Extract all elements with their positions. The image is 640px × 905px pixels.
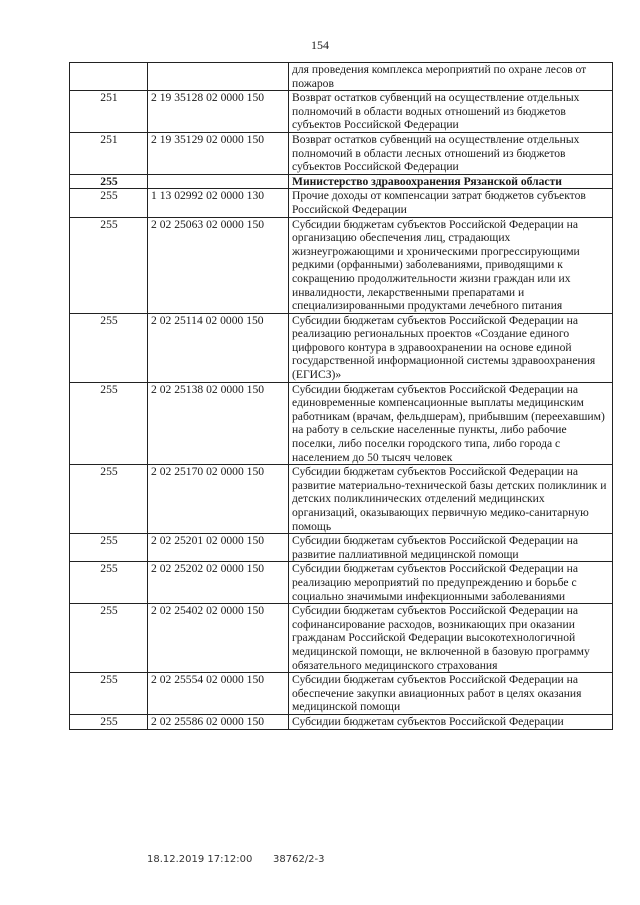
kbk-code-cell xyxy=(148,63,289,91)
income-name-cell: Субсидии бюджетам субъектов Российской Федерации на единовременные компенсационные выплаты медицинским работникам (врачам, фельдшерам), прибывшим (переехавшим) на работу в сельские населенные пункты, либо рабочие поселки, либо поселки городского типа, либо города с населением до 50 тысяч человек xyxy=(289,382,613,465)
income-name-cell: Возврат остатков субвенций на осуществление отдельных полномочий в области лесных отношений из бюджетов субъектов Российской Федерации xyxy=(289,132,613,174)
table-row xyxy=(70,534,613,562)
table-row xyxy=(70,63,613,91)
kbk-code-cell: 2 02 25201 02 0000 150 xyxy=(148,534,289,562)
admin-code-cell: 255 xyxy=(70,217,148,313)
admin-code-cell xyxy=(70,63,148,91)
income-name-cell: Субсидии бюджетам субъектов Российской Федерации на реализацию мероприятий по предупреждению и борьбе с социально значимыми инфекционными заболеваниями xyxy=(289,562,613,604)
kbk-code-cell: 2 19 35128 02 0000 150 xyxy=(148,91,289,133)
income-name-cell: Субсидии бюджетам субъектов Российской Федерации xyxy=(289,714,613,729)
table-row xyxy=(70,217,613,313)
kbk-code-cell: 2 02 25586 02 0000 150 xyxy=(148,714,289,729)
page-number: 154 xyxy=(311,38,329,52)
footer-doc-id: 38762/2-3 xyxy=(273,854,325,865)
admin-code-cell: 251 xyxy=(70,132,148,174)
table-row xyxy=(70,673,613,715)
kbk-code-cell: 2 19 35129 02 0000 150 xyxy=(148,132,289,174)
kbk-code-cell: 2 02 25063 02 0000 150 xyxy=(148,217,289,313)
kbk-code-cell: 1 13 02992 02 0000 130 xyxy=(148,189,289,217)
income-name-cell: Субсидии бюджетам субъектов Российской Федерации на развитие паллиативной медицинской помощи xyxy=(289,534,613,562)
table-row xyxy=(70,382,613,465)
kbk-code-cell: 2 02 25202 02 0000 150 xyxy=(148,562,289,604)
footer-datetime: 18.12.2019 17:12:00 xyxy=(147,854,253,865)
table-row xyxy=(70,562,613,604)
kbk-code-cell: 2 02 25170 02 0000 150 xyxy=(148,465,289,534)
kbk-code-cell: 2 02 25138 02 0000 150 xyxy=(148,382,289,465)
admin-code-cell: 255 xyxy=(70,673,148,715)
kbk-code-cell xyxy=(148,174,289,189)
table-row xyxy=(70,132,613,174)
income-name-cell: Субсидии бюджетам субъектов Российской Федерации на софинансирование расходов, возникающих при оказании гражданам Российской Федерации высокотехнологичной медицинской помощи, не включенной в базовую программу обязательного медицинского страхования xyxy=(289,604,613,673)
admin-code-cell: 251 xyxy=(70,91,148,133)
table-row xyxy=(70,714,613,729)
admin-code-cell: 255 xyxy=(70,313,148,382)
admin-code-cell: 255 xyxy=(70,465,148,534)
kbk-code-cell: 2 02 25554 02 0000 150 xyxy=(148,673,289,715)
income-name-cell: Министерство здравоохранения Рязанской области xyxy=(289,174,613,189)
admin-code-cell: 255 xyxy=(70,534,148,562)
kbk-code-cell: 2 02 25114 02 0000 150 xyxy=(148,313,289,382)
admin-code-cell: 255 xyxy=(70,604,148,673)
admin-code-cell: 255 xyxy=(70,382,148,465)
admin-code-cell: 255 xyxy=(70,174,148,189)
income-name-cell: Прочие доходы от компенсации затрат бюджетов субъектов Российской Федерации xyxy=(289,189,613,217)
admin-code-cell: 255 xyxy=(70,189,148,217)
admin-code-cell: 255 xyxy=(70,714,148,729)
income-name-cell: Субсидии бюджетам субъектов Российской Федерации на реализацию региональных проектов «Создание единого цифрового контура в здравоохранении на основе единой государственной информационной системы здравоохранения (ЕГИСЗ)» xyxy=(289,313,613,382)
kbk-code-cell: 2 02 25402 02 0000 150 xyxy=(148,604,289,673)
table-row xyxy=(70,189,613,217)
table-row xyxy=(70,91,613,133)
table-row xyxy=(70,604,613,673)
income-codes-table xyxy=(69,62,613,730)
income-name-cell: Субсидии бюджетам субъектов Российской Федерации на развитие материально-технической базы детских поликлиник и детских поликлинических отделений медицинских организаций, оказывающих первичную медико-санитарную помощь xyxy=(289,465,613,534)
income-name-cell: Возврат остатков субвенций на осуществление отдельных полномочий в области водных отношений из бюджетов субъектов Российской Федерации xyxy=(289,91,613,133)
table-row xyxy=(70,465,613,534)
income-name-cell: Субсидии бюджетам субъектов Российской Федерации на организацию обеспечения лиц, страдающих жизнеугрожающими и хроническими прогрессирующими редкими (орфанными) заболеваниями, приводящими к сокращению продолжительности жизни граждан или их инвалидности, лекарственными препаратами и специализированными продуктами лечебного питания xyxy=(289,217,613,313)
income-name-cell: для проведения комплекса мероприятий по охране лесов от пожаров xyxy=(289,63,613,91)
table-body xyxy=(70,63,613,730)
admin-code-cell: 255 xyxy=(70,562,148,604)
income-name-cell: Субсидии бюджетам субъектов Российской Федерации на обеспечение закупки авиационных работ в целях оказания медицинской помощи xyxy=(289,673,613,715)
table-row xyxy=(70,174,613,189)
table-row xyxy=(70,313,613,382)
